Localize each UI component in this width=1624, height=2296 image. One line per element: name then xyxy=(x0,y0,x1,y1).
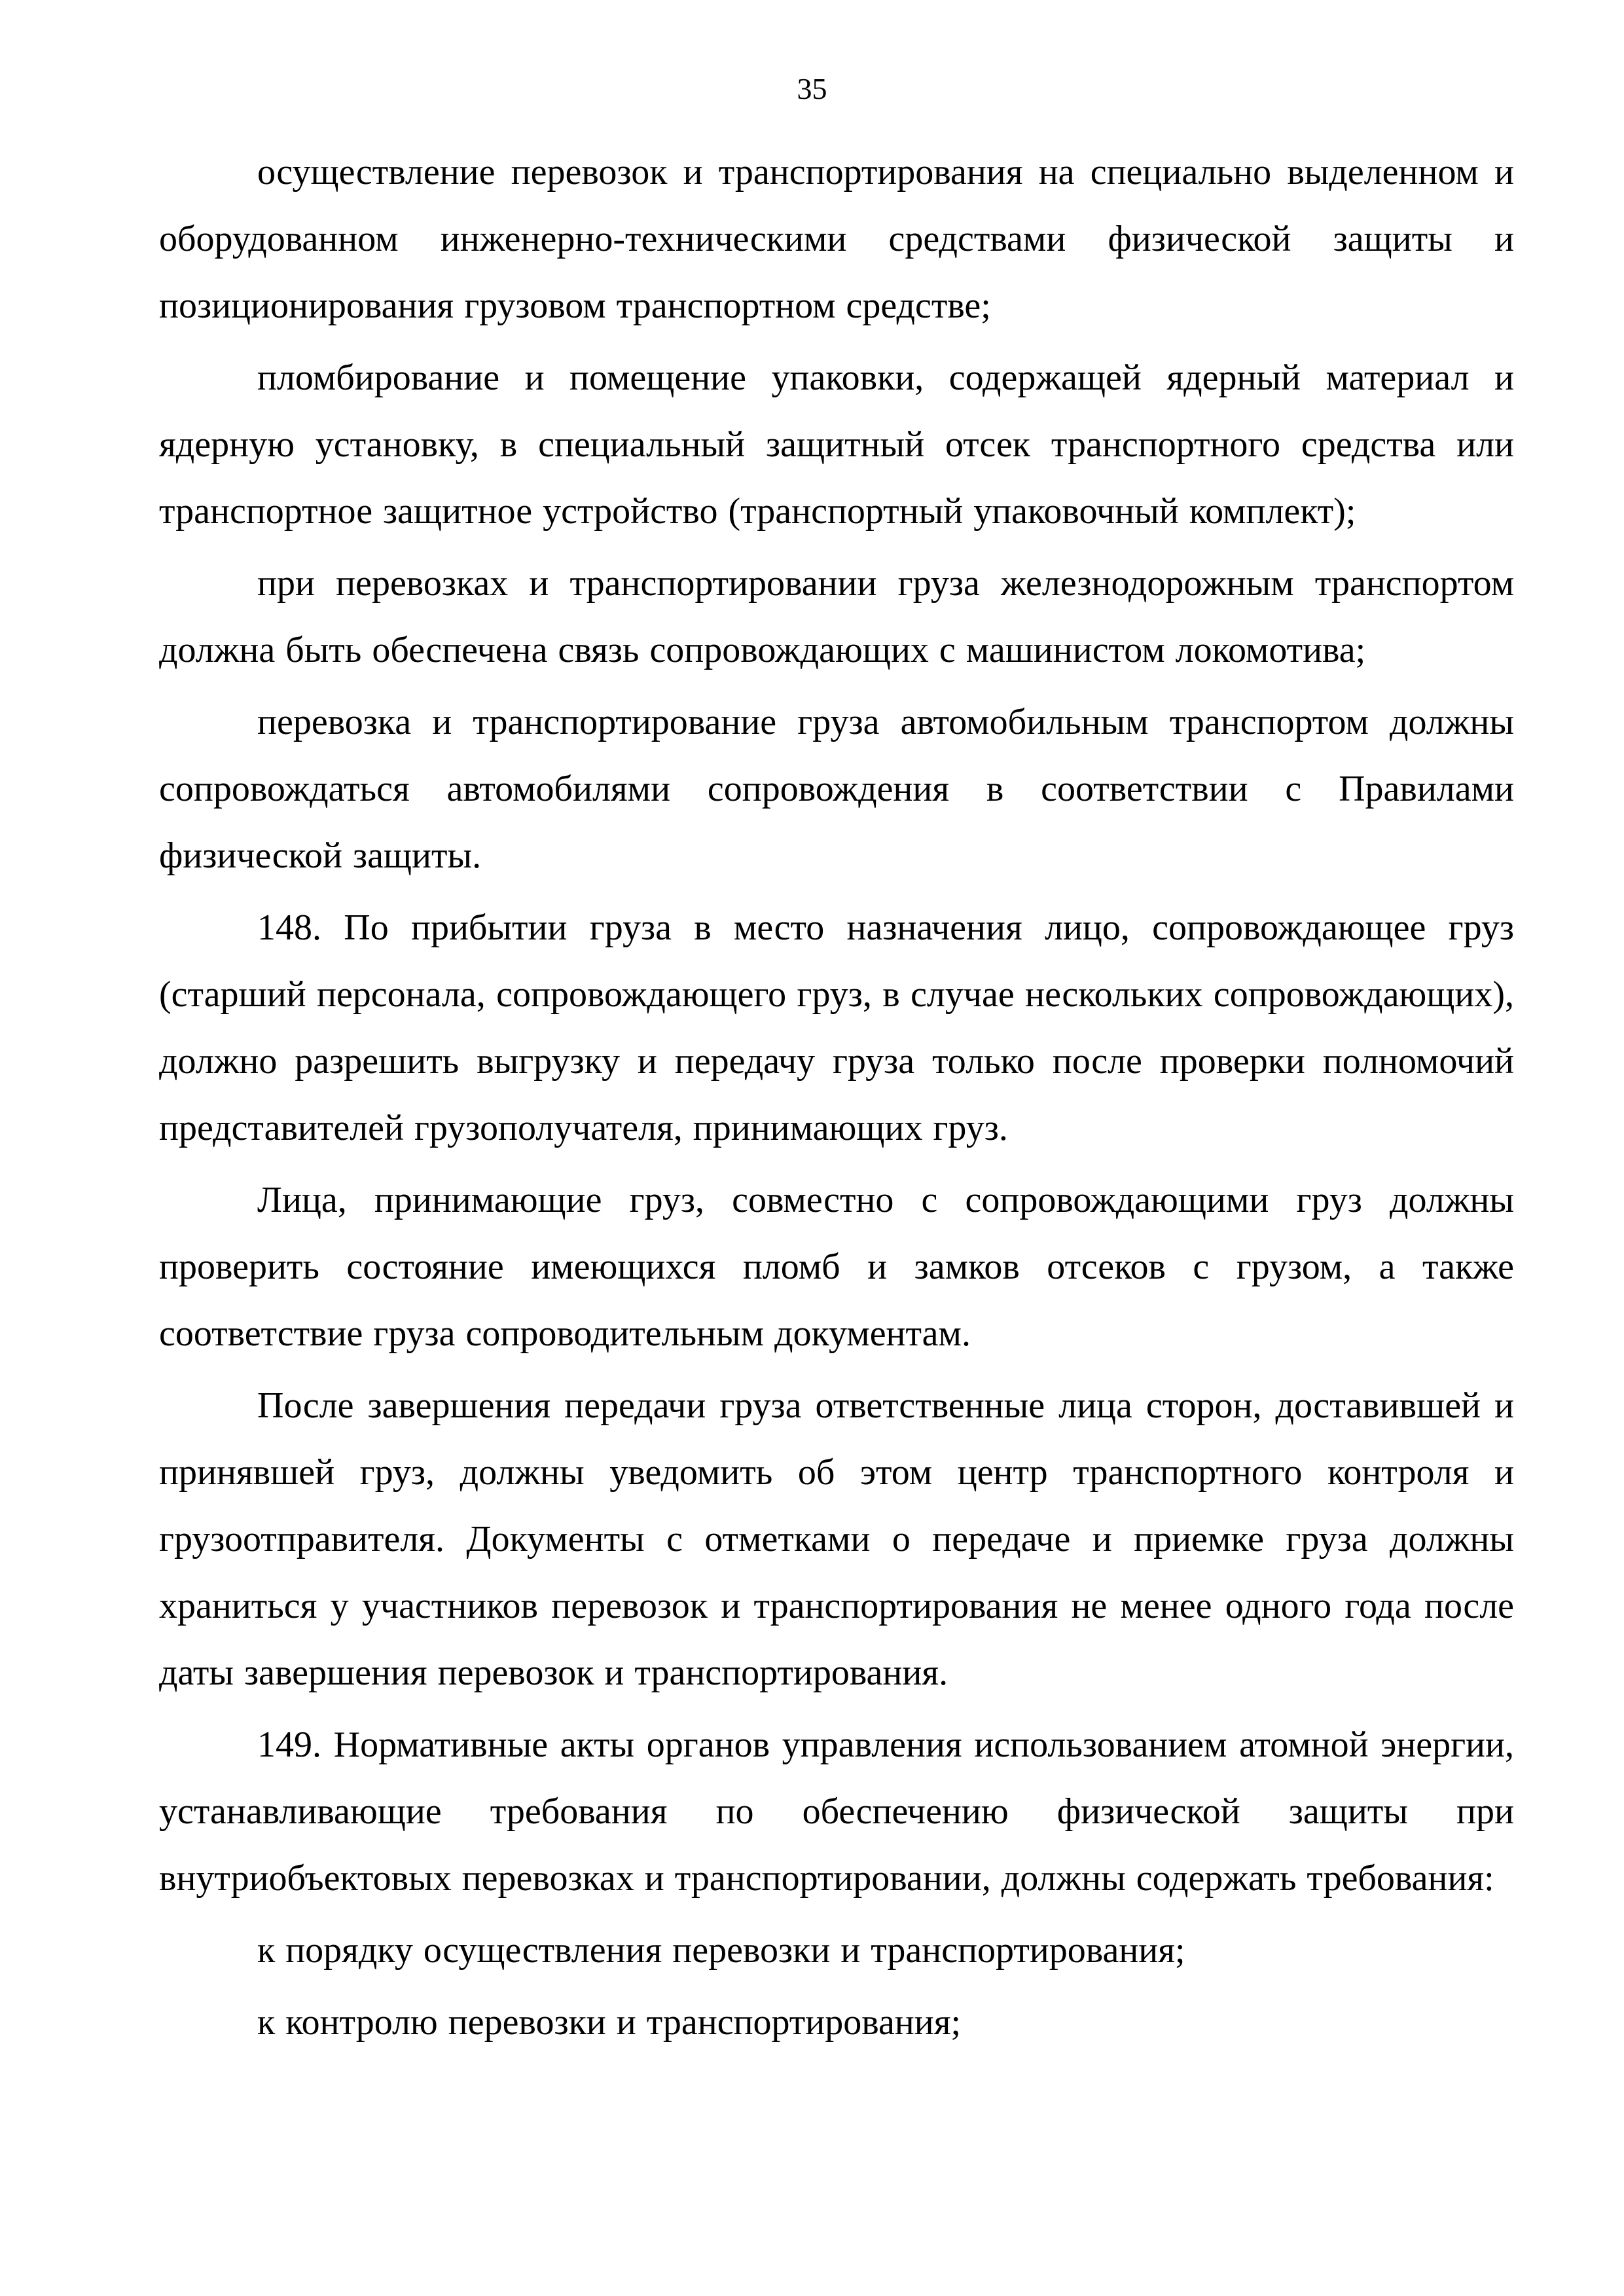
list-item: к контролю перевозки и транспортирования; xyxy=(257,2002,962,2043)
paragraph: при перевозках и транспортировании груза железнодорожным транспортом должна быть обеспечена связь сопровождающих с машинистом локомотива; xyxy=(159,563,1514,670)
list-item: к порядку осуществления перевозки и транспортирования; xyxy=(257,1930,1185,1971)
paragraph: пломбирование и помещение упаковки, содержащей ядерный материал и ядерную установку, в специальный защитный отсек транспортного средства или транспортное защитное устройство (транспортный упаковочный комплект); xyxy=(159,357,1514,532)
paragraph: Лица, принимающие груз, совместно с сопровождающими груз должны проверить состояние имеющихся пломб и замков отсеков с грузом, а также соответствие груза сопроводительным документам. xyxy=(159,1180,1514,1354)
document-body xyxy=(159,139,1514,2061)
paragraph-148: 148. По прибытии груза в место назначения лицо, сопровождающее груз (старший персонала, сопровождающего груз, в случае нескольких сопровождающих), должно разрешить выгрузку и передачу груза только после проверки полномочий представителей грузополучателя, принимающих груз. xyxy=(159,907,1514,1148)
paragraph: После завершения передачи груза ответственные лица сторон, доставившей и принявшей груз, должны уведомить об этом центр транспортного контроля и грузоотправителя. Документы с отметками о передаче и приемке груза должны храниться у участников перевозок и транспортирования не менее одного года после даты завершения перевозок и транспортирования. xyxy=(159,1385,1514,1693)
paragraph-149: 149. Нормативные акты органов управления использованием атомной энергии, устанавливающие требования по обеспечению физической защиты при внутриобъектовых перевозках и транспортировании, должны содержать требования: xyxy=(159,1724,1514,1899)
page-number: 35 xyxy=(797,72,827,105)
paragraph: перевозка и транспортирование груза автомобильным транспортом должны сопровождаться автомобилями сопровождения в соответствии с Правилами физической защиты. xyxy=(159,702,1514,876)
paragraph: осуществление перевозок и транспортирования на специально выделенном и оборудованном инженерно-техническими средствами физической защиты и позиционирования грузовом транспортном средстве; xyxy=(159,152,1514,326)
